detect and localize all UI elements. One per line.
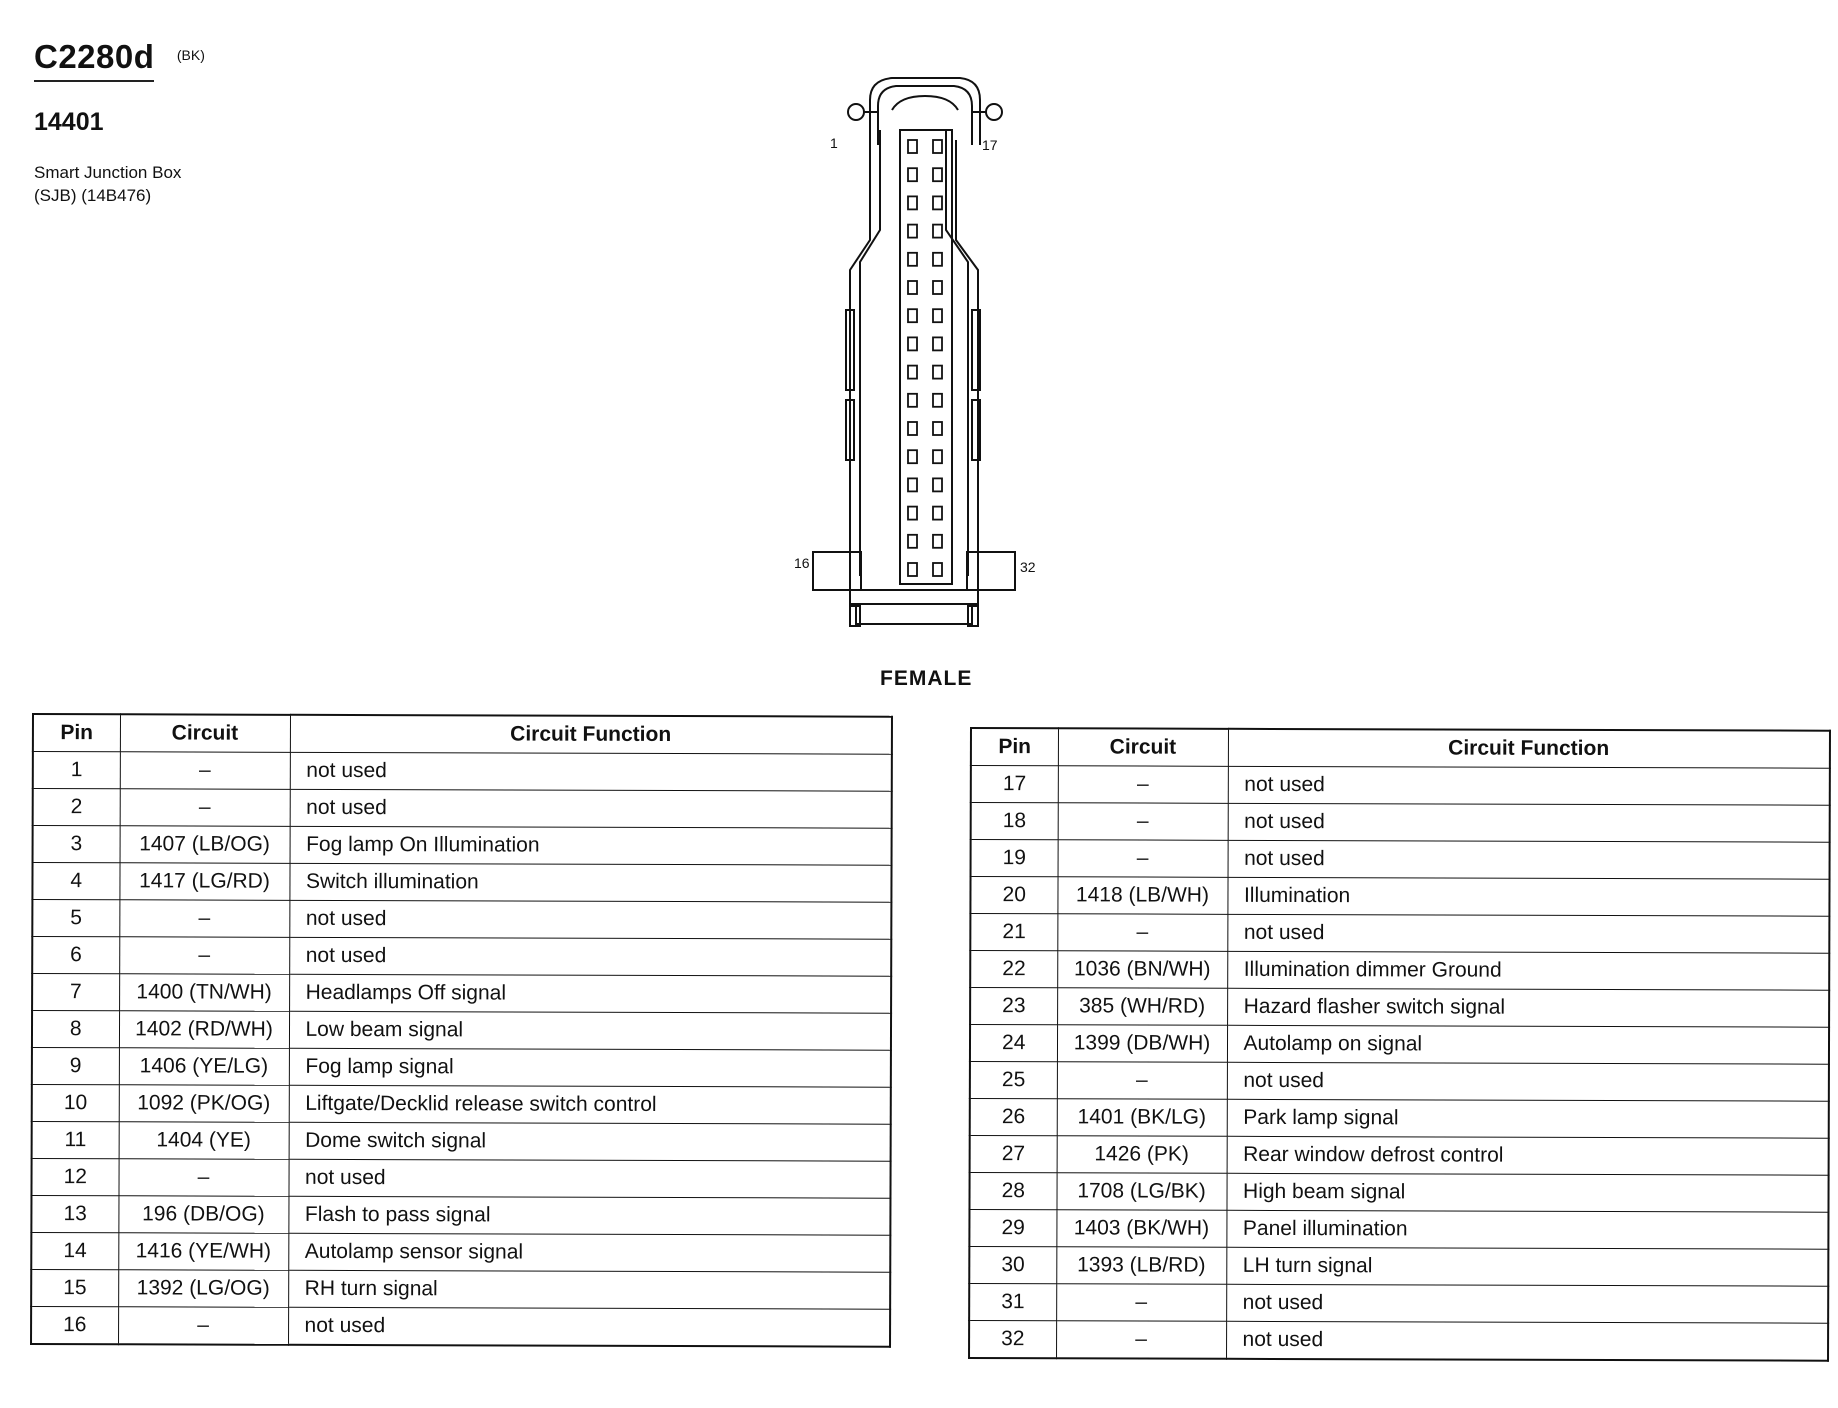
circuit-cell: – (1057, 914, 1227, 952)
pin-cell: 1 (33, 752, 120, 789)
pin-cell: 23 (970, 988, 1057, 1025)
pin-cell: 20 (970, 877, 1057, 914)
pin-cavity (908, 281, 917, 294)
pin-cavity (933, 140, 942, 153)
circuit-column-header: Circuit (1058, 728, 1228, 766)
pin-cell: 24 (970, 1025, 1057, 1062)
function-cell: Illumination (1227, 877, 1829, 916)
pin-cavity (908, 422, 917, 435)
function-cell: not used (288, 1159, 890, 1198)
latch-hole-right (986, 104, 1002, 120)
function-cell: Liftgate/Decklid release switch control (289, 1085, 891, 1124)
circuit-cell: 385 (WH/RD) (1057, 988, 1227, 1026)
function-cell: RH turn signal (288, 1270, 890, 1309)
pin-cavity (933, 422, 942, 435)
circuit-cell: 1417 (LG/RD) (119, 863, 289, 901)
table-row (33, 789, 892, 829)
pin-label-17: 17 (982, 137, 998, 153)
function-cell: Dome switch signal (289, 1122, 891, 1161)
circuit-column-header: Circuit (120, 714, 290, 752)
latch-hole-left (848, 104, 864, 120)
circuit-cell: 1393 (LB/RD) (1056, 1247, 1226, 1285)
table-row (970, 1099, 1829, 1139)
pin-cell: 27 (970, 1136, 1057, 1173)
table-row (31, 1307, 890, 1347)
pin-cell: 14 (31, 1233, 118, 1270)
function-cell: Fog lamp On Illumination (290, 826, 892, 865)
function-cell: Panel illumination (1226, 1210, 1828, 1249)
function-cell: Flash to pass signal (288, 1196, 890, 1235)
function-cell: not used (1227, 914, 1829, 953)
table-row (32, 1085, 891, 1125)
pin-cavity (908, 225, 917, 238)
table-row (31, 1233, 890, 1273)
table-row (971, 803, 1830, 843)
pin-cell: 22 (970, 951, 1057, 988)
function-cell: not used (1227, 1062, 1829, 1101)
pin-cavity (933, 394, 942, 407)
pin-cavity (933, 478, 942, 491)
pin-cavity (933, 563, 942, 576)
pin-cavity (933, 450, 942, 463)
table-row (31, 1270, 890, 1310)
circuit-cell: 1392 (LG/OG) (118, 1270, 288, 1308)
pin-cavity (933, 535, 942, 548)
pin-cell: 18 (971, 803, 1058, 840)
table-row (32, 937, 891, 977)
pin-cell: 6 (32, 937, 119, 974)
table-row (970, 1136, 1829, 1176)
circuit-cell: – (1058, 840, 1228, 878)
pin-cell: 8 (32, 1011, 119, 1048)
bottom-flange-left (813, 552, 861, 590)
table-row (32, 1011, 891, 1051)
pinout-table-left (30, 713, 893, 1348)
pin-cavity (933, 309, 942, 322)
pin-cell: 26 (970, 1099, 1057, 1136)
circuit-cell: – (119, 937, 289, 975)
circuit-cell: 1399 (DB/WH) (1057, 1025, 1227, 1063)
pin-label-1: 1 (830, 135, 838, 151)
table-row (970, 951, 1829, 991)
circuit-cell: 1403 (BK/WH) (1056, 1210, 1226, 1248)
circuit-cell: – (1058, 766, 1228, 804)
pin-cavity (908, 309, 917, 322)
table-row (969, 1321, 1828, 1361)
circuit-cell: 1400 (TN/WH) (119, 974, 289, 1012)
connector-face-diagram (794, 70, 1060, 660)
table-row (969, 1284, 1828, 1324)
table-row (32, 1048, 891, 1088)
circuit-cell: 1418 (LB/WH) (1057, 877, 1227, 915)
pin-cell: 29 (969, 1210, 1056, 1247)
pin-cavity (908, 366, 917, 379)
pin-cell: 2 (33, 789, 120, 826)
pin-cavity (908, 563, 917, 576)
pin-cell: 25 (970, 1062, 1057, 1099)
pinout-table-right (968, 727, 1831, 1362)
pin-cell: 21 (970, 914, 1057, 951)
pin-cavity (908, 337, 917, 350)
pin-cell: 13 (31, 1196, 118, 1233)
table-row (971, 840, 1830, 880)
pin-label-16: 16 (794, 555, 810, 571)
pin-cell: 3 (33, 826, 120, 863)
circuit-cell: – (118, 1159, 288, 1197)
pin-column-header: Pin (33, 714, 120, 752)
function-column-header: Circuit Function (290, 715, 892, 754)
pin-cell: 32 (969, 1321, 1056, 1359)
function-cell: not used (290, 752, 892, 791)
pin-cavity (933, 337, 942, 350)
function-cell: not used (289, 937, 891, 976)
connector-color-code: (BK) (176, 47, 205, 63)
table-row (31, 1196, 890, 1236)
circuit-cell: – (1056, 1284, 1226, 1322)
pin-cell: 17 (971, 766, 1058, 803)
table-row (970, 988, 1829, 1028)
table-header-row (971, 728, 1830, 768)
table-row (33, 826, 892, 866)
table-row (970, 877, 1829, 917)
pin-cell: 12 (31, 1159, 118, 1196)
function-cell: not used (289, 900, 891, 939)
pin-cell: 16 (31, 1307, 118, 1345)
pin-cell: 9 (32, 1048, 119, 1085)
table-row (31, 1159, 890, 1199)
pin-cell: 31 (969, 1284, 1056, 1321)
function-cell: not used (290, 789, 892, 828)
function-cell: not used (1226, 1321, 1828, 1360)
table-row (32, 1122, 891, 1162)
pin-cavity (908, 394, 917, 407)
table-row (971, 766, 1830, 806)
circuit-cell: 1092 (PK/OG) (119, 1085, 289, 1123)
function-cell: Hazard flasher switch signal (1227, 988, 1829, 1027)
pin-cavity (933, 196, 942, 209)
table-header-row (33, 714, 892, 754)
pin-cell: 10 (32, 1085, 119, 1122)
pin-cavity (908, 507, 917, 520)
pin-cavity (908, 253, 917, 266)
circuit-cell: 1401 (BK/LG) (1057, 1099, 1227, 1137)
table-row (32, 900, 891, 940)
function-cell: not used (1228, 840, 1830, 879)
function-cell: not used (288, 1307, 890, 1346)
circuit-cell: – (120, 789, 290, 827)
gender-label: FEMALE (880, 667, 973, 690)
table-row (32, 974, 891, 1014)
pin-cell: 15 (31, 1270, 118, 1307)
connector-header (34, 38, 205, 207)
function-cell: Illumination dimmer Ground (1227, 951, 1829, 990)
function-cell: High beam signal (1226, 1173, 1828, 1212)
pin-cavity (933, 253, 942, 266)
circuit-cell: – (1056, 1321, 1226, 1359)
circuit-cell: 1426 (PK) (1057, 1136, 1227, 1174)
circuit-cell: 1036 (BN/WH) (1057, 951, 1227, 989)
circuit-cell: – (1058, 803, 1228, 841)
pin-cavity (908, 478, 917, 491)
function-cell: Switch illumination (289, 863, 891, 902)
pin-cavity (933, 366, 942, 379)
circuit-cell: 1708 (LG/BK) (1056, 1173, 1226, 1211)
function-cell: Autolamp on signal (1227, 1025, 1829, 1064)
circuit-cell: 1404 (YE) (119, 1122, 289, 1160)
pin-cavity (933, 281, 942, 294)
circuit-cell: – (120, 752, 290, 790)
circuit-cell: – (119, 900, 289, 938)
table-row (970, 914, 1829, 954)
circuit-cell: – (1057, 1062, 1227, 1100)
function-cell: Headlamps Off signal (289, 974, 891, 1013)
bottom-flange-right (967, 552, 1015, 590)
function-column-header: Circuit Function (1228, 729, 1830, 768)
part-number: 14401 (34, 108, 104, 136)
function-cell: Low beam signal (289, 1011, 891, 1050)
pin-column-header: Pin (971, 728, 1058, 766)
function-cell: Fog lamp signal (289, 1048, 891, 1087)
pin-cell: 28 (969, 1173, 1056, 1210)
pin-cell: 5 (32, 900, 119, 937)
pin-cavity (908, 196, 917, 209)
function-cell: not used (1228, 766, 1830, 805)
pin-cavity (908, 450, 917, 463)
pin-cell: 30 (969, 1247, 1056, 1284)
circuit-cell: 1406 (YE/LG) (119, 1048, 289, 1086)
table-row (969, 1247, 1828, 1287)
pin-cavity (908, 535, 917, 548)
component-name-line2: (SJB) (14B476) (34, 186, 152, 205)
table-row (970, 1025, 1829, 1065)
circuit-cell: 1407 (LB/OG) (120, 826, 290, 864)
pin-cavity (933, 225, 942, 238)
pin-cavity (933, 168, 942, 181)
component-name (34, 161, 205, 207)
circuit-cell: 1402 (RD/WH) (119, 1011, 289, 1049)
table-row (969, 1210, 1828, 1250)
pin-cell: 4 (32, 863, 119, 900)
pin-cavity (908, 168, 917, 181)
function-cell: Park lamp signal (1227, 1099, 1829, 1138)
function-cell: Autolamp sensor signal (288, 1233, 890, 1272)
component-name-line1: Smart Junction Box (34, 163, 182, 182)
pin-cavity (933, 507, 942, 520)
pin-cell: 19 (971, 840, 1058, 877)
pin-label-32: 32 (1020, 559, 1036, 575)
table-row (32, 863, 891, 903)
pin-cavity (908, 140, 917, 153)
connector-id: C2280d (34, 38, 154, 82)
circuit-cell: 196 (DB/OG) (118, 1196, 288, 1234)
function-cell: LH turn signal (1226, 1247, 1828, 1286)
function-cell: Rear window defrost control (1227, 1136, 1829, 1175)
function-cell: not used (1226, 1284, 1828, 1323)
function-cell: not used (1228, 803, 1830, 842)
table-row (969, 1173, 1828, 1213)
pin-cell: 11 (32, 1122, 119, 1159)
table-row (33, 752, 892, 792)
pin-cell: 7 (32, 974, 119, 1011)
circuit-cell: – (118, 1307, 288, 1345)
circuit-cell: 1416 (YE/WH) (118, 1233, 288, 1271)
table-row (970, 1062, 1829, 1102)
